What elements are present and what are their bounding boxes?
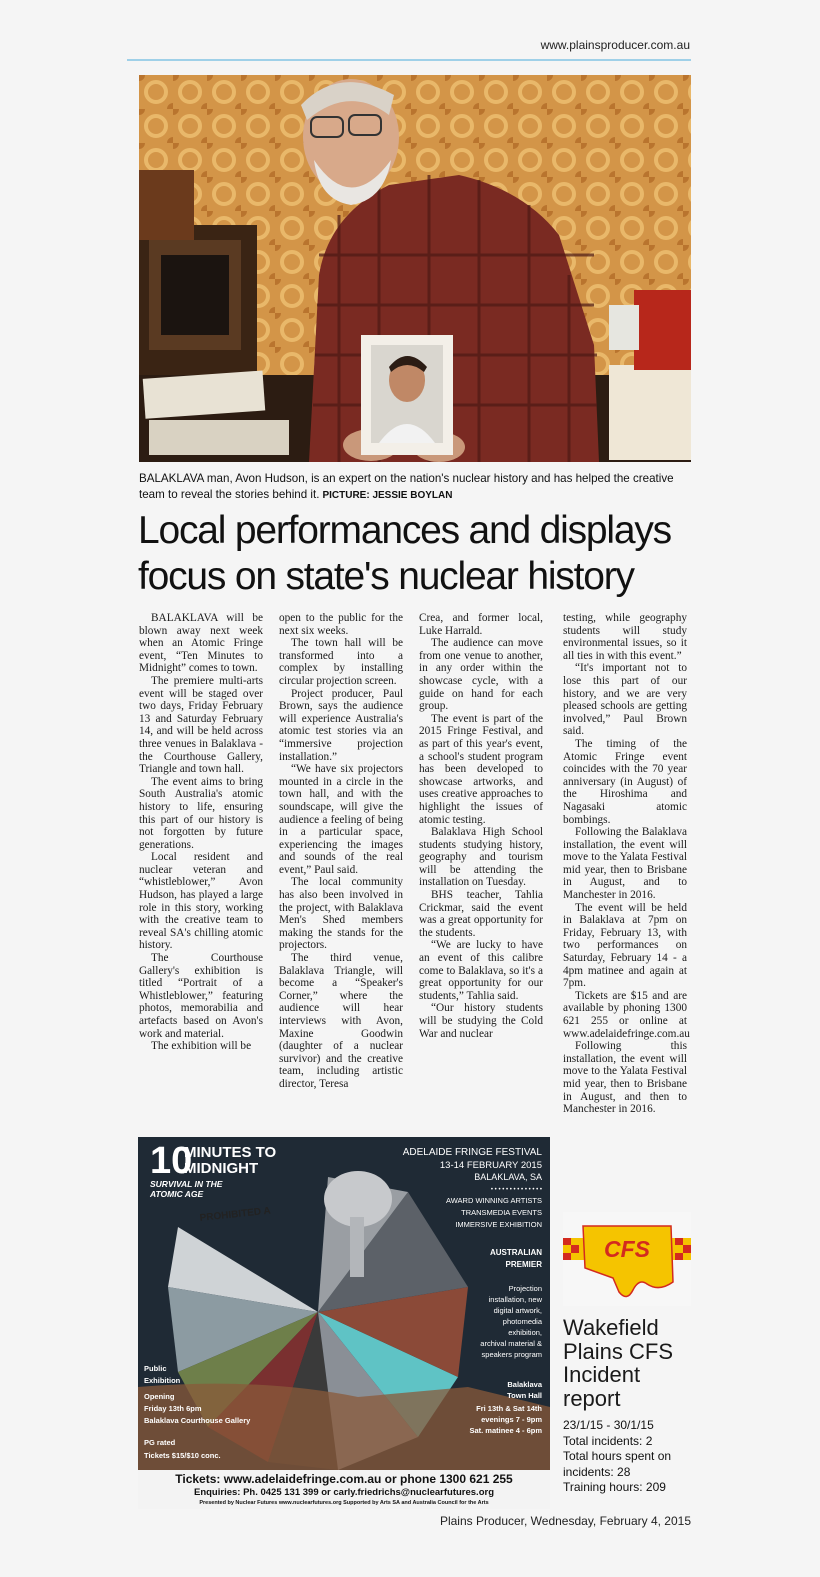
caption-text: BALAKLAVA man, Avon Hudson, is an expert on the nation's nuclear history and has helped the creative team to reveal the stories behind it. <box>139 472 674 501</box>
feature-photo <box>139 75 691 462</box>
cfs-report-stats <box>563 1418 703 1496</box>
ad-award-1: AWARD WINNING ARTISTS <box>446 1196 542 1205</box>
article-column-4 <box>563 612 690 1116</box>
ad-title-minutes: MINUTES TO <box>184 1144 277 1161</box>
paragraph: open to the public for the next six weeks. <box>279 612 403 637</box>
ad-subtitle-1: SURVIVAL IN THE <box>150 1179 223 1189</box>
paragraph: The timing of the Atomic Fringe event coincides with the 70 year anniversary (in August) of the Hiroshima and Nagasaki atomic bombings. <box>563 737 687 826</box>
ad-venue-2: Town Hall <box>507 1391 542 1400</box>
report-training-hours: Training hours: 209 <box>563 1480 666 1494</box>
ad-dates: 13-14 FEBRUARY 2015 <box>439 1160 542 1171</box>
ad-award-3: IMMERSIVE EXHIBITION <box>455 1220 542 1229</box>
paragraph: “Our history students will be studying the Cold War and nuclear <box>419 1002 543 1040</box>
ad-desc-5: exhibition, <box>508 1328 542 1337</box>
cfs-logo-text: CFS <box>604 1236 650 1262</box>
paragraph: The local community has also been involved in the project, with Balaklava Men's Shed members making the stands for the projectors. <box>279 876 403 952</box>
ad-enquiries-line[interactable]: Enquiries: Ph. 0425 131 399 or carly.friedrichs@nuclearfutures.org <box>193 1487 494 1498</box>
ad-presented-line: Presented by Nuclear Futures www.nuclearfutures.org Supported by Arts SA and Australia Council for the Arts <box>199 1500 489 1506</box>
ad-public-2: Exhibition <box>144 1376 181 1385</box>
page-footer: Plains Producer, Wednesday, February 4, 2015 <box>439 1514 691 1528</box>
paragraph: The event aims to bring South Australia's atomic history to life, ensuring this part of our history is not forgotten by future generations. <box>139 775 263 851</box>
ad-desc-7: speakers program <box>481 1350 542 1359</box>
paragraph: “It's important not to lose this part of our history, and we are very pleased schools are getting involved,” Paul Brown said. <box>563 662 687 738</box>
paragraph: “We have six projectors mounted in a circle in the town hall, and with the soundscape, will give the audience a feeling of being in a particular space, experiencing the images and sounds of the real event,” Paul said. <box>279 763 403 876</box>
paragraph: Balaklava High School students studying history, geography and tourism will be attending the installation on Tuesday. <box>419 826 543 889</box>
ad-dots: • • • • • • • • • • • • • • <box>490 1187 542 1193</box>
ad-tickets-line[interactable]: Tickets: www.adelaidefringe.com.au or phone 1300 621 255 <box>175 1472 513 1486</box>
ad-subtitle-2: ATOMIC AGE <box>150 1189 204 1199</box>
cfs-report-title: Wakefield Plains CFS Incident report <box>563 1315 674 1411</box>
ad-award-2: TRANSMEDIA EVENTS <box>461 1208 542 1217</box>
ad-title-10: 10 <box>150 1140 193 1182</box>
ad-public-4: Friday 13th 6pm <box>144 1404 202 1413</box>
paragraph: BHS teacher, Tahlia Crickmar, said the event was a great opportunity for the students. <box>419 889 543 939</box>
headline-line-1: Local performances and displays <box>138 509 671 552</box>
ad-sign-text: PROHIBITED A <box>199 1205 272 1224</box>
ad-desc-3: digital artwork, <box>493 1306 542 1315</box>
event-advertisement[interactable] <box>138 1137 550 1509</box>
site-url[interactable]: www.plainsproducer.com.au <box>540 38 690 52</box>
article-column-1 <box>139 612 263 1053</box>
paragraph: Tickets are $15 and are available by phoning 1300 621 255 or online at www.adelaidefringe.com.au <box>563 989 690 1040</box>
paragraph: Following the Balaklava installation, the event will move to the Yalata Festival mid year, then to Brisbane in August, and to Manchester in 2016. <box>563 826 687 902</box>
ad-desc-6: archival material & <box>480 1339 542 1348</box>
paragraph: The Courthouse Gallery's exhibition is titled “Portrait of a Whistleblower,” featuring photos, memorabilia and artefacts based on Avon's work and material. <box>139 952 263 1040</box>
ad-ticket-price: Tickets $15/$10 conc. <box>144 1451 221 1460</box>
ad-desc-4: photomedia <box>502 1317 542 1326</box>
ad-public-1: Public <box>144 1364 167 1373</box>
paragraph: The premiere multi-arts event will be staged over two days, Friday February 13 and Saturday February 14, and will be held across three venues in Balaklava - the Courthouse Gallery, Triangle and town hall. <box>139 674 263 776</box>
ad-venue-5: Sat. matinee 4 - 6pm <box>469 1426 542 1435</box>
ad-public-3: Opening <box>144 1392 175 1401</box>
paragraph: The event is part of the 2015 Fringe Festival, and as part of this year's event, a school's student program has been developed to showcase artworks, and uses creative approaches to highlight the issues of atomic testing. <box>419 712 543 826</box>
ad-public-5: Balaklava Courthouse Gallery <box>144 1416 251 1425</box>
report-total-incidents: Total incidents: 2 <box>563 1433 653 1448</box>
ad-premier-2: PREMIER <box>505 1260 542 1269</box>
ad-venue-4: evenings 7 - 9pm <box>481 1415 542 1424</box>
paragraph: The audience can move from one venue to another, in any order within the showcase cycle, with a guide on hand for each group. <box>419 637 543 713</box>
photo-credit: PICTURE: JESSIE BOYLAN <box>322 490 453 501</box>
paragraph: The event will be held in Balaklava at 7pm on Friday, February 13, with two performances on Saturday, February 14 - a 4pm matinee and again at 7pm. <box>563 901 687 990</box>
article-column-2 <box>279 612 403 1091</box>
photo-caption <box>139 471 691 504</box>
article-column-3 <box>419 612 543 1040</box>
ad-festival: ADELAIDE FRINGE FESTIVAL <box>402 1147 542 1158</box>
ad-desc-2: installation, new <box>488 1295 542 1304</box>
paragraph: “We are lucky to have an event of this calibre come to Balaklava, so it's a great opportunity for our students,” Tahlia said. <box>419 939 543 1002</box>
report-hours-on-incidents: Total hours spent on incidents: 28 <box>563 1449 672 1479</box>
ad-desc-1: Projection <box>508 1284 542 1293</box>
headline <box>138 508 698 600</box>
ad-venue-1: Balaklava <box>507 1380 542 1389</box>
paragraph: BALAKLAVA will be blown away next week when an Atomic Fringe event, “Ten Minutes to Midnight” comes to town. <box>139 612 263 675</box>
ad-premier-1: AUSTRALIAN <box>490 1248 542 1257</box>
paragraph: The third venue, Balaklava Triangle, will become a “Speaker's Corner,” where the audience will hear interviews with Avon, Maxine Goodwin (daughter of a nuclear survivor) and the creative team, including artistic director, Teresa <box>279 952 403 1090</box>
cfs-logo <box>563 1212 691 1306</box>
paragraph: testing, while geography students will study environmental issues, so it all ties in with this event.” <box>563 612 687 662</box>
headline-line-2: focus on state's nuclear history <box>138 555 634 598</box>
ad-venue-3: Fri 13th & Sat 14th <box>476 1404 542 1413</box>
ad-place: BALAKLAVA, SA <box>474 1172 542 1182</box>
ad-pg: PG rated <box>144 1438 176 1447</box>
report-date-range: 23/1/15 - 30/1/15 <box>563 1418 654 1432</box>
paragraph: Project producer, Paul Brown, says the audience will experience Australia's atomic test stories via an “immersive projection installation.” <box>279 687 403 763</box>
header-rule <box>127 59 691 61</box>
paragraph: Local resident and nuclear veteran and “whistleblower,” Avon Hudson, has played a large role in this story, working with the creative team to reveal SA's chilling atomic history. <box>139 851 263 952</box>
paragraph: Crea, and former local, Luke Harrald. <box>419 612 543 637</box>
ad-ticket-banner <box>138 1470 550 1509</box>
paragraph: The town hall will be transformed into a complex by installing circular projection screen. <box>279 637 403 687</box>
ad-title-midnight: MIDNIGHT <box>184 1160 259 1177</box>
paragraph: Following this installation, the event will move to the Yalata Festival mid year, then to Brisbane in August, and then to Manchester in 2016. <box>563 1040 687 1116</box>
paragraph: The exhibition will be <box>151 1040 252 1053</box>
